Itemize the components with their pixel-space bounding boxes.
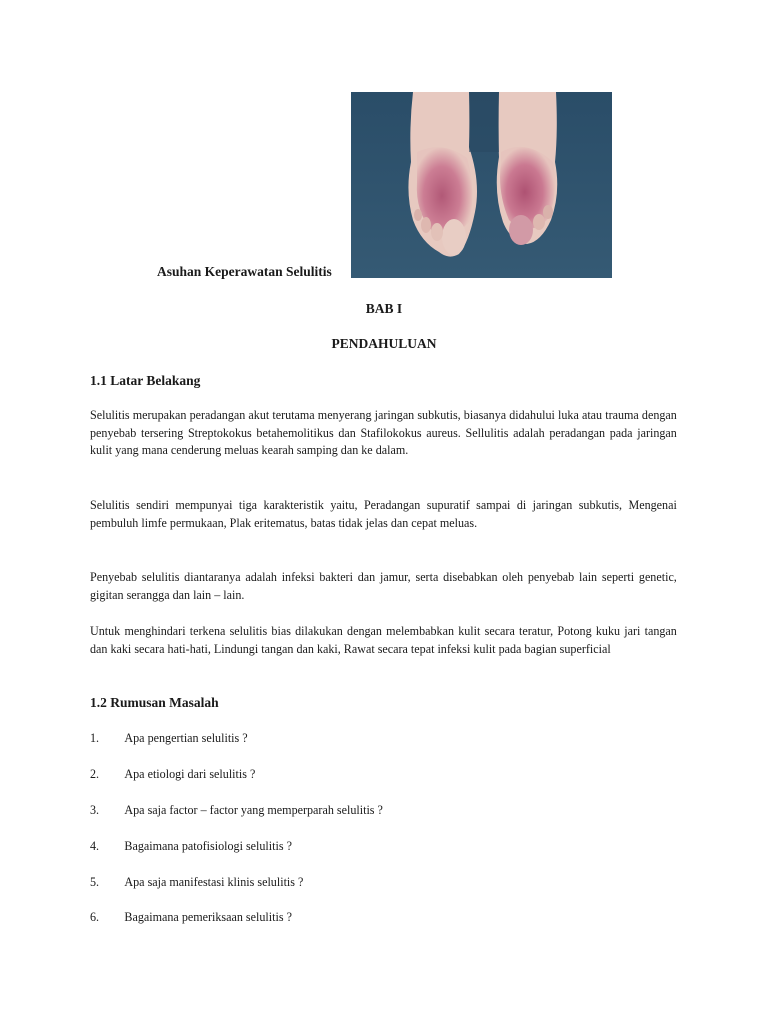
list-text: Apa pengertian selulitis ? xyxy=(124,730,248,745)
list-item xyxy=(90,838,292,854)
section-heading-rumusan-masalah: 1.2 Rumusan Masalah xyxy=(90,695,219,710)
paragraph: Untuk menghindari terkena selulitis bias dilakukan dengan melembabkan kulit secara teratur, Potong kuku jari tangan dan kaki secara hati-hati, Lindungi tangan dan kaki, Rawat secara tepat infeksi kulit pada bagian superficial xyxy=(90,623,677,656)
document-title: Asuhan Keperawatan Selulitis xyxy=(157,264,332,279)
paragraph: Selulitis sendiri mempunyai tiga karakteristik yaitu, Peradangan supuratif sampai di jaringan subkutis, Mengenai pembuluh limfe permukaan, Plak eritematus, batas tidak jelas dan cepat meluas. xyxy=(90,497,677,530)
list-text: Apa saja factor – factor yang memperparah selulitis ? xyxy=(124,802,383,817)
list-item xyxy=(90,730,248,746)
list-item xyxy=(90,874,303,890)
list-item xyxy=(90,802,383,818)
list-text: Apa saja manifestasi klinis selulitis ? xyxy=(124,874,304,889)
feet-illustration xyxy=(351,92,612,278)
paragraph: Penyebab selulitis diantaranya adalah infeksi bakteri dan jamur, serta disebabkan oleh penyebab lain seperti genetic, gigitan serangga dan lain – lain. xyxy=(90,569,677,602)
cellulitis-feet-photo xyxy=(351,92,612,278)
section-heading-latar-belakang: 1.1 Latar Belakang xyxy=(90,373,201,388)
list-number: 6. xyxy=(90,909,100,924)
list-text: Apa etiologi dari selulitis ? xyxy=(124,766,256,781)
list-text: Bagaimana pemeriksaan selulitis ? xyxy=(124,909,292,924)
chapter-number: BAB I xyxy=(365,301,403,316)
list-number: 2. xyxy=(90,766,100,781)
list-text: Bagaimana patofisiologi selulitis ? xyxy=(124,838,292,853)
list-number: 1. xyxy=(90,730,100,745)
list-number: 4. xyxy=(90,838,100,853)
chapter-title: PENDAHULUAN xyxy=(331,336,437,351)
list-number: 3. xyxy=(90,802,100,817)
list-number: 5. xyxy=(90,874,100,889)
list-item xyxy=(90,766,255,782)
list-item xyxy=(90,909,292,925)
paragraph: Selulitis merupakan peradangan akut terutama menyerang jaringan subkutis, biasanya didahului luka atau trauma dengan penyebab tersering Streptokokus betahemolitikus dan Stafilokokus aureus. Sellulitis adalah peradangan pada jaringan kulit yang mana cenderung meluas kearah samping dan ke dalam. xyxy=(90,407,677,457)
